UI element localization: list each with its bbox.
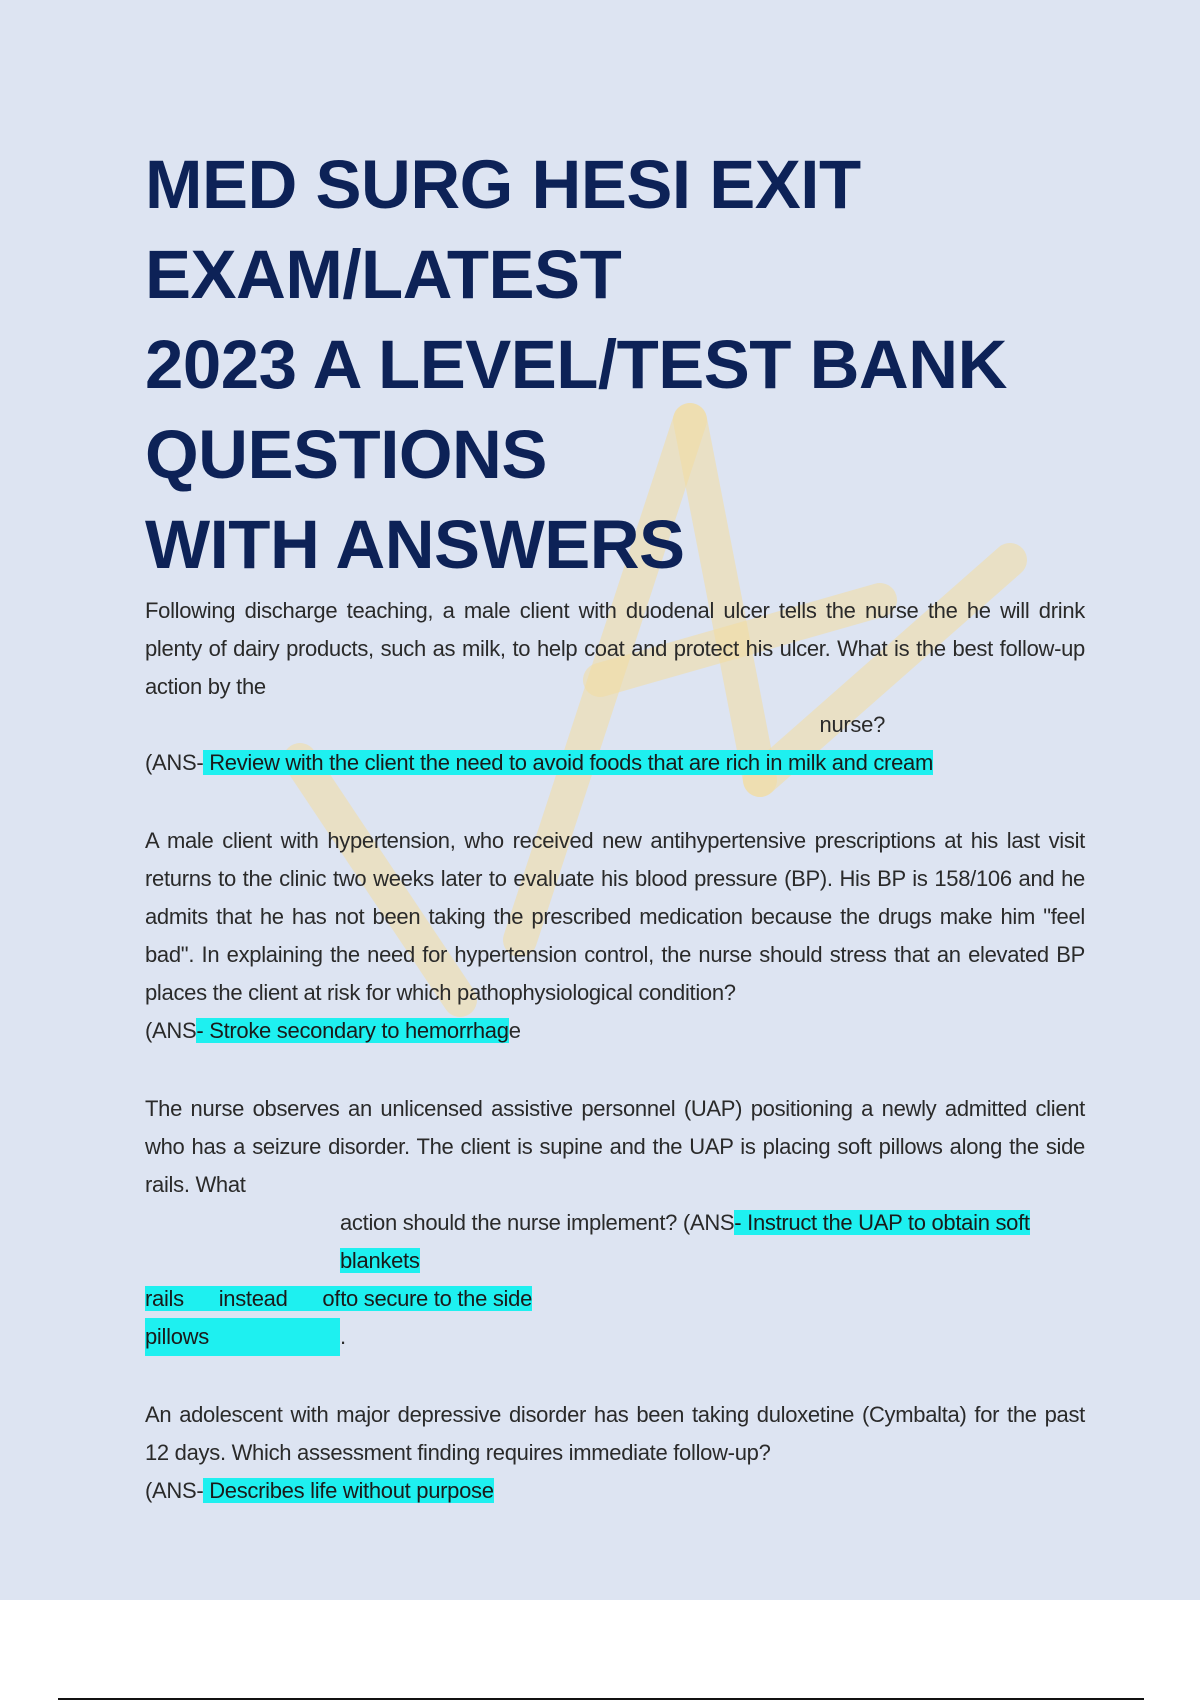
answer-end: .	[340, 1324, 346, 1349]
answer-line	[145, 1012, 1085, 1050]
answer-line	[145, 744, 1085, 782]
question-block	[145, 822, 1085, 1050]
answer-highlight: to secure to the side	[340, 1286, 533, 1311]
title-line: EXAM/LATEST	[145, 236, 622, 313]
answer-prefix: (ANS-	[145, 1478, 204, 1503]
answer-prefix: (ANS-	[145, 750, 204, 775]
answer-highlight: pillows	[145, 1318, 340, 1356]
question-block	[145, 592, 1085, 782]
document-content	[145, 140, 1085, 1510]
document-title	[145, 140, 1085, 590]
answer-highlight: - Stroke secondary to hemorrhag	[196, 1018, 509, 1043]
answer-highlight: Review with the client the need to avoid foods that are rich in milk and cream	[203, 750, 933, 775]
question-text-tail: nurse?	[819, 712, 885, 737]
question-text: action should the nurse implement? (ANS	[340, 1210, 735, 1235]
question-list	[145, 592, 1085, 1510]
question-text-continued	[145, 1204, 1085, 1280]
answer-line	[145, 1472, 1085, 1510]
answer-line	[145, 1280, 1085, 1318]
answer-highlight: - Instruct the UAP to obtain soft blankets	[340, 1210, 1030, 1273]
answer-line	[145, 1318, 1085, 1356]
question-block	[145, 1090, 1085, 1356]
answer-highlight: Describes life without purpose	[203, 1478, 494, 1503]
question-text: The nurse observes an unlicensed assistive personnel (UAP) positioning a newly admitted client who has a seizure disorder. The client is supine and the UAP is placing soft pillows along the side rails. What	[145, 1096, 1085, 1197]
question-text: An adolescent with major depressive disorder has been taking duloxetine (Cymbalta) for the past 12 days. Which assessment finding requires immediate follow-up?	[145, 1402, 1085, 1465]
title-line: WITH ANSWERS	[145, 506, 685, 583]
title-line: QUESTIONS	[145, 416, 547, 493]
answer-prefix: (ANS	[145, 1018, 197, 1043]
answer-highlight: rails instead of	[145, 1286, 341, 1311]
answer-suffix: e	[508, 1018, 521, 1043]
question-text: Following discharge teaching, a male client with duodenal ulcer tells the nurse the he will drink plenty of dairy products, such as milk, to help coat and protect his ulcer. What is the best follow-up action by the	[145, 598, 1085, 699]
title-line: 2023 A LEVEL/TEST BANK	[145, 326, 1007, 403]
title-line: MED SURG HESI EXIT	[145, 146, 861, 223]
question-text: A male client with hypertension, who received new antihypertensive prescriptions at his last visit returns to the clinic two weeks later to evaluate his blood pressure (BP). His BP is 158/106 and he admits that he has not been taking the prescribed medication because the drugs make him "feel bad". In explaining the need for hypertension control, the nurse should stress that an elevated BP places the client at risk for which pathophysiological condition?	[145, 828, 1085, 1005]
question-block	[145, 1396, 1085, 1510]
